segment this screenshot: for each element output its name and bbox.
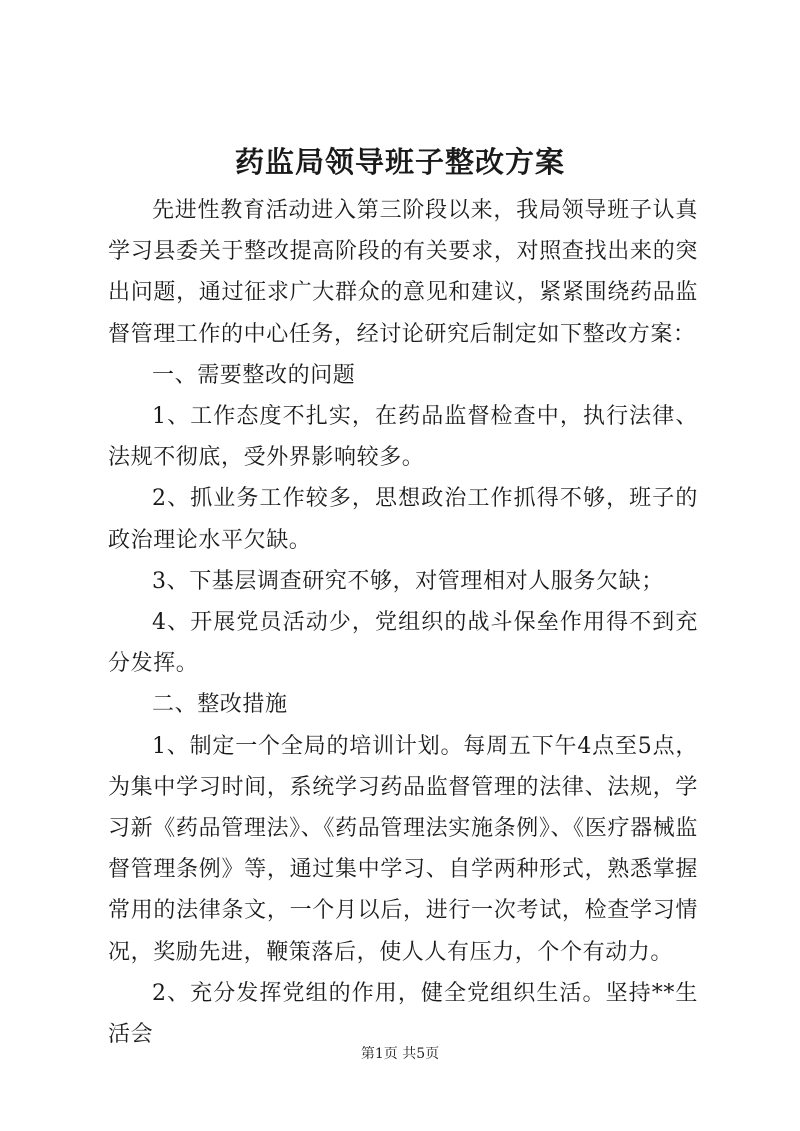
- document-title: 药监局领导班子整改方案: [234, 145, 565, 179]
- problem-item-1: 1、工作态度不扎实，在药品监督检查中，执行法律、法规不彻底，受外界影响较多。: [108, 404, 698, 471]
- problem-item-3: 3、下基层调查研究不够，对管理相对人服务欠缺；: [152, 568, 664, 594]
- document-body: [108, 190, 698, 1055]
- intro-paragraph: 先进性教育活动进入第三阶段以来，我局领导班子认真学习县委关于整改提高阶段的有关要求，对照查找出来的突出问题，通过征求广大群众的意见和建议，紧紧围绕药品监督管理工作的中心任务，经讨论研究后制定如下整改方案：: [108, 198, 698, 347]
- problem-item-4: 4、开展党员活动少，党组织的战斗保垒作用得不到充分发挥。: [108, 610, 698, 677]
- measure-item-2: 2、充分发挥党组的作用，健全党组织生活。坚持**生活会: [108, 980, 698, 1048]
- problem-item-2: 2、抓业务工作较多，思想政治工作抓得不够，班子的政治理论水平欠缺。: [108, 486, 698, 553]
- section-heading-measures: 二、整改措施: [152, 692, 288, 718]
- section-heading-problems: 一、需要整改的问题: [152, 362, 356, 388]
- measure-item-1: 1、制定一个全局的培训计划。每周五下午4点至5点，为集中学习时间，系统学习药品监督管理的法律、法规，学习新《药品管理法》、《药品管理法实施条例》、《医疗器械监督管理条例》等，通过集中学习、自学两种形式，熟悉掌握常用的法律条文，一个月以后，进行一次考试，检查学习情况，奖励先进，鞭策落后，使人人有压力，个个有动力。: [108, 733, 698, 965]
- page-number-footer: 第1页 共5页: [360, 1046, 440, 1062]
